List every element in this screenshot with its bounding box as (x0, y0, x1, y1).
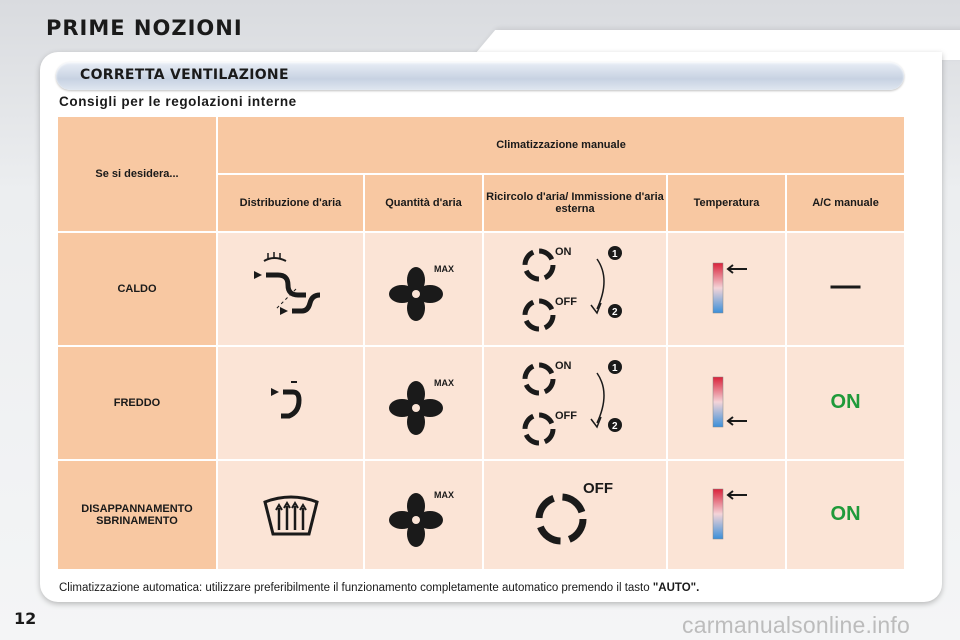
air-quantity-cell (365, 233, 482, 345)
fan-max-icon (384, 480, 464, 550)
svg-text:2: 2 (612, 421, 618, 432)
footer-text: Climatizzazione automatica: utilizzare preferibilmente il funzionamento completamente automatico premendo il tasto (59, 582, 650, 594)
recirculation-on-off-icon (515, 353, 635, 453)
column-header: Temperatura (668, 175, 785, 231)
air-distribution-cell (218, 347, 363, 459)
ac-on-label: ON (830, 502, 861, 525)
ac-off-dash: — (830, 269, 861, 302)
column-header: Quantità d'aria (365, 175, 482, 231)
temperature-cell (668, 233, 785, 345)
recirculation-on-off-icon (515, 239, 635, 339)
page-number: 12 (14, 609, 37, 628)
thermometer-cold-icon (697, 373, 757, 433)
temperature-cell (668, 347, 785, 459)
thermometer-hot-icon (697, 259, 757, 319)
row-label: CALDO (58, 233, 216, 345)
corner-header: Se si desidera... (58, 117, 216, 231)
table-row (58, 233, 904, 345)
row-label: DISAPPANNAMENTO SBRINAMENTO (58, 461, 216, 569)
air-distribution-cell (218, 233, 363, 345)
page-title: PRIME NOZIONI (46, 16, 243, 40)
recirculation-off-icon (525, 475, 625, 555)
max-label: MAX (433, 264, 454, 274)
temperature-cell (668, 461, 785, 569)
table-row (58, 347, 904, 459)
column-header: A/C manuale (787, 175, 904, 231)
column-header: Ricircolo d'aria/ Immissione d'aria esterna (484, 175, 666, 231)
recirculation-cell (484, 233, 666, 345)
svg-text:OFF: OFF (555, 410, 577, 422)
ac-cell (787, 461, 904, 569)
air-quantity-cell (365, 461, 482, 569)
air-distribution-cell (218, 461, 363, 569)
ac-cell (787, 347, 904, 459)
fan-max-icon (384, 368, 464, 438)
row-label: FREDDO (58, 347, 216, 459)
ventilation-table (56, 115, 906, 571)
svg-text:1: 1 (612, 363, 618, 374)
table-subtitle: Consigli per le regolazioni interne (59, 94, 297, 109)
max-label: MAX (433, 378, 454, 388)
ac-cell (787, 233, 904, 345)
windshield-defrost-icon (259, 490, 323, 540)
ac-on-label: ON (830, 390, 861, 413)
section-banner (56, 62, 904, 90)
svg-text:ON: ON (555, 246, 572, 258)
svg-text:ON: ON (555, 360, 572, 372)
group-header: Climatizzazione manuale (218, 117, 904, 173)
footer-note (59, 582, 699, 594)
svg-text:OFF: OFF (555, 296, 577, 308)
svg-text:OFF: OFF (583, 480, 613, 497)
thermometer-hot-icon (697, 485, 757, 545)
table-row (58, 461, 904, 569)
air-quantity-cell (365, 347, 482, 459)
column-header: Distribuzione d'aria (218, 175, 363, 231)
watermark: carmanualsonline.info (682, 612, 910, 638)
svg-text:2: 2 (612, 307, 618, 318)
auto-key-label: "AUTO". (652, 582, 700, 594)
face-airflow-icon (261, 378, 321, 428)
recirculation-cell (484, 461, 666, 569)
max-label: MAX (433, 490, 454, 500)
windshield-and-feet-airflow-icon (236, 249, 346, 329)
svg-text:1: 1 (612, 249, 618, 260)
fan-max-icon (384, 254, 464, 324)
section-title: CORRETTA VENTILAZIONE (80, 67, 289, 83)
recirculation-cell (484, 347, 666, 459)
